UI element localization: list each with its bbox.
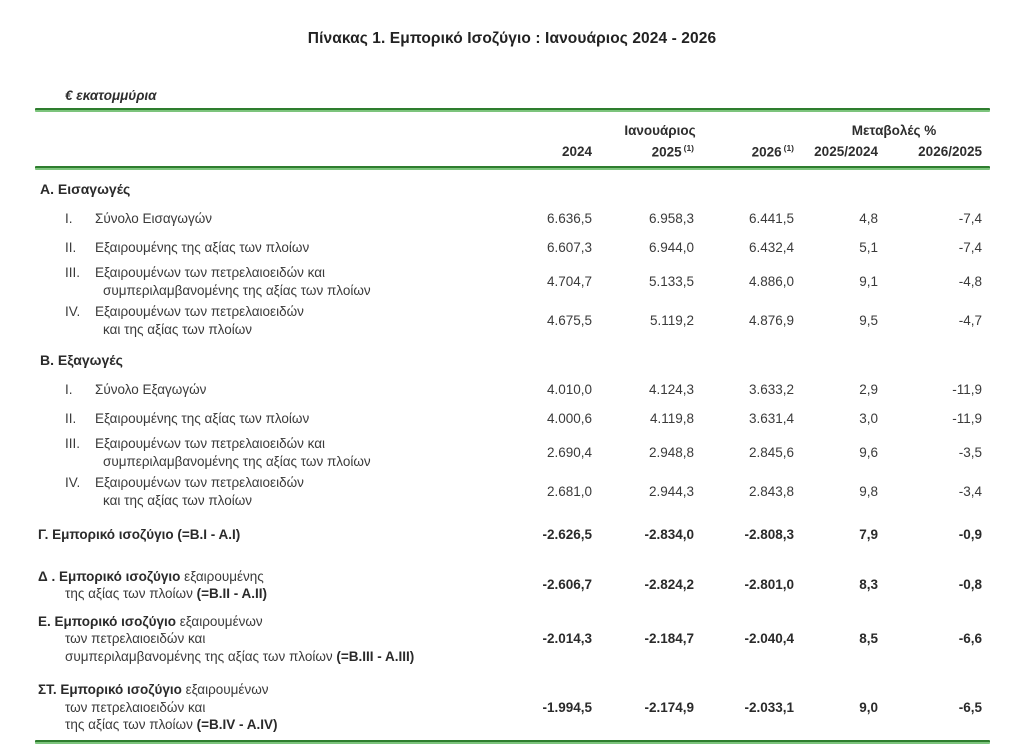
row-label-line <box>35 410 520 428</box>
value-cell: -2.040,4 <box>744 631 794 646</box>
row-label-text: εξαιρουμένων <box>185 682 269 697</box>
row-label-text: (=B.IV - A.IV) <box>196 717 278 732</box>
row-numeral: III. <box>65 265 81 280</box>
value-cell: -4,7 <box>958 312 982 328</box>
value-cell: -0,9 <box>958 527 982 542</box>
row-a-iii <box>35 264 990 299</box>
value-cell: 6.636,5 <box>546 211 592 226</box>
row-label <box>35 351 520 369</box>
row-label-text: και της αξίας των πλοίων <box>103 492 252 508</box>
value-cell: 3.631,4 <box>748 410 794 426</box>
value-cell: 3,0 <box>859 410 878 426</box>
row-label-text: Εξαιρουμένης της αξίας των πλοίων <box>95 239 310 255</box>
row-label <box>35 681 520 734</box>
row-b-i <box>35 381 990 399</box>
row-label-line <box>35 716 520 734</box>
row-label-text: Εξαιρουμένων των πετρελαιοειδών <box>95 475 304 490</box>
value-cell: 4.704,7 <box>546 273 592 289</box>
row-label-line <box>35 264 520 282</box>
year-2025-label: 2025 <box>651 144 682 160</box>
value-cell: -2.174,9 <box>644 699 694 715</box>
row-a-ii <box>35 239 990 257</box>
row-label-text: Γ. Εμπορικό ισοζύγιο (=B.I - A.I) <box>38 527 241 542</box>
row-label-line <box>35 648 520 666</box>
document-page <box>0 30 1024 748</box>
row-label-text: συμπεριλαμβανομένης της αξίας των πλοίων <box>103 453 371 469</box>
value-cell: 6.958,3 <box>648 211 694 226</box>
row-label <box>35 474 520 509</box>
row-label-text: Εξαιρουμένης της αξίας των πλοίων <box>95 410 310 426</box>
row-label-line <box>35 351 520 369</box>
value-cell: -7,4 <box>958 211 982 226</box>
row-label-text: Σύνολο Εισαγωγών <box>95 211 213 226</box>
column-header-2026 <box>700 143 800 160</box>
value-cell: 8,3 <box>859 577 878 593</box>
row-numeral: I. <box>65 211 73 226</box>
value-cell: 4.124,3 <box>648 382 694 397</box>
value-cell: -6,6 <box>958 631 982 646</box>
table-rows <box>35 180 990 740</box>
value-cell: -2.801,0 <box>744 577 794 593</box>
value-cell: 3.633,2 <box>748 382 794 397</box>
value-cell: -2.824,2 <box>644 577 694 593</box>
row-label-line <box>35 180 520 198</box>
row-numeral: IV. <box>65 475 81 490</box>
row-label-line <box>35 239 520 257</box>
value-cell: -3,5 <box>958 444 982 460</box>
value-cell: 4.876,9 <box>748 312 794 328</box>
value-cell: -11,9 <box>952 410 982 426</box>
value-cell: 6.607,3 <box>546 239 592 255</box>
row-b-iv <box>35 474 990 509</box>
value-cell: 7,9 <box>859 527 878 542</box>
value-cell: 4.119,8 <box>649 410 694 426</box>
footnote-marker: (1) <box>783 142 794 153</box>
value-cell: -2.626,5 <box>542 527 592 542</box>
column-header-2025 <box>598 143 700 160</box>
value-cell: 2,9 <box>859 382 878 397</box>
row-label <box>35 410 520 428</box>
row-label-line <box>35 282 520 300</box>
row-label-line <box>35 681 520 699</box>
table-title: Πίνακας 1. Εμπορικό Ισοζύγιο : Ιανουάριος 2024 - 2026 <box>307 30 717 47</box>
bottom-rule <box>35 740 990 744</box>
row-balance-g <box>35 526 990 544</box>
row-label-line <box>35 321 520 339</box>
value-cell: -2.033,1 <box>744 699 794 715</box>
row-label-line <box>35 474 520 492</box>
row-label-line <box>35 303 520 321</box>
value-cell: -2.834,0 <box>644 527 694 542</box>
row-label-text: και της αξίας των πλοίων <box>103 321 252 337</box>
row-label <box>35 381 520 399</box>
row-label <box>35 526 520 544</box>
value-cell: -2.808,3 <box>744 527 794 542</box>
row-label-line <box>35 613 520 631</box>
value-cell: -3,4 <box>958 483 982 499</box>
value-cell: 9,8 <box>859 483 878 499</box>
value-cell: 4.010,0 <box>546 382 592 397</box>
value-cell: 5,1 <box>859 239 878 255</box>
row-numeral: IV. <box>65 304 81 319</box>
row-numeral: I. <box>65 382 73 397</box>
row-label <box>35 435 520 470</box>
value-cell: -1.994,5 <box>542 699 592 715</box>
value-cell: -4,8 <box>958 273 982 289</box>
row-label-text: Α. Εισαγωγές <box>40 181 131 197</box>
row-label-line <box>35 453 520 471</box>
value-cell: 2.944,3 <box>648 483 694 499</box>
value-cell: 2.948,8 <box>648 444 694 460</box>
row-label-line <box>35 435 520 453</box>
row-label-line <box>35 526 520 544</box>
row-label-text: των πετρελαιοειδών και <box>65 699 206 715</box>
value-cell: 2.690,4 <box>546 444 592 460</box>
row-label-text: συμπεριλαμβανομένης της αξίας των πλοίων <box>103 282 371 298</box>
row-section-b <box>35 351 990 369</box>
row-label-line <box>35 492 520 510</box>
trade-balance-table <box>35 88 990 744</box>
row-label <box>35 264 520 299</box>
value-cell: 4.000,6 <box>546 410 592 426</box>
column-header-2026-2025: 2026/2025 <box>918 143 982 159</box>
row-label-text: ΣΤ. Εμπορικό ισοζύγιο <box>38 682 186 697</box>
value-cell: -2.014,3 <box>542 631 592 646</box>
value-cell: 4,8 <box>859 211 878 226</box>
footnote-marker: (1) <box>683 142 694 153</box>
column-header-2024 <box>520 144 598 159</box>
value-cell: 2.845,6 <box>748 444 794 460</box>
row-balance-e <box>35 613 990 666</box>
value-cell: -0,8 <box>958 577 982 593</box>
value-cell: 2.681,0 <box>546 483 592 499</box>
value-cell: 4.675,5 <box>546 312 592 328</box>
row-label <box>35 568 520 603</box>
row-balance-st <box>35 681 990 734</box>
year-2024-label: 2024 <box>561 143 592 159</box>
year-2026-label: 2026 <box>751 144 782 160</box>
row-label-text: της αξίας των πλοίων <box>65 586 197 601</box>
unit-label: € εκατομμύρια <box>65 88 157 103</box>
column-group-changes: Μεταβολές % <box>851 123 937 138</box>
value-cell: -6,5 <box>958 699 982 715</box>
row-label-text: Δ . Εμπορικό ισοζύγιο <box>38 568 185 584</box>
column-group-january: Ιανουάριος <box>624 123 696 138</box>
header-rule <box>35 166 990 170</box>
value-cell: 5.133,5 <box>648 273 694 289</box>
row-b-ii <box>35 410 990 428</box>
row-label-text: συμπεριλαμβανομένης της αξίας των πλοίων <box>65 648 337 664</box>
row-label <box>35 210 520 228</box>
row-label <box>35 239 520 257</box>
row-label-text: Σύνολο Εξαγωγών <box>95 382 207 397</box>
row-label-text: Εξαιρουμένων των πετρελαιοειδών και <box>95 436 326 451</box>
row-label-text: των πετρελαιοειδών και <box>65 631 206 646</box>
value-cell: 5.119,2 <box>649 312 694 328</box>
row-b-iii <box>35 435 990 470</box>
row-label-text: Εξαιρουμένων των πετρελαιοειδών και <box>95 265 326 280</box>
row-label-text: Β. Εξαγωγές <box>40 352 123 368</box>
row-numeral: II. <box>65 239 77 255</box>
row-label <box>35 303 520 338</box>
row-a-iv <box>35 303 990 338</box>
row-label-text: Ε. Εμπορικό ισοζύγιο <box>38 613 180 629</box>
value-cell: 9,6 <box>859 444 878 460</box>
row-numeral: III. <box>65 436 81 451</box>
column-header-2025-2024: 2025/2024 <box>814 143 878 159</box>
value-cell: -7,4 <box>958 239 982 255</box>
value-cell: 9,0 <box>859 699 878 715</box>
row-label-text: της αξίας των πλοίων <box>65 717 197 732</box>
value-cell: 6.441,5 <box>748 211 794 226</box>
row-label-text: (=B.II - A.II) <box>196 586 267 601</box>
row-label-line <box>35 568 520 586</box>
value-cell: 9,1 <box>859 273 878 289</box>
row-label-line <box>35 630 520 648</box>
value-cell: -2.606,7 <box>542 577 592 593</box>
row-label-line <box>35 699 520 717</box>
row-label-line <box>35 210 520 228</box>
row-label-text: Εξαιρουμένων των πετρελαιοειδών <box>95 304 304 319</box>
value-cell: -11,9 <box>952 382 982 397</box>
row-a-i <box>35 210 990 228</box>
value-cell: 9,5 <box>859 312 878 328</box>
value-cell: 4.886,0 <box>748 273 794 289</box>
row-label <box>35 613 520 666</box>
value-cell: 8,5 <box>859 631 878 646</box>
row-label-text: εξαιρουμένων <box>179 613 263 629</box>
row-label-text: (=B.III - A.III) <box>336 648 415 664</box>
row-balance-d <box>35 568 990 603</box>
value-cell: 2.843,8 <box>748 483 794 499</box>
row-label-text: εξαιρουμένης <box>184 568 264 584</box>
row-label <box>35 180 520 198</box>
row-label-line <box>35 381 520 399</box>
value-cell: -2.184,7 <box>644 631 694 646</box>
row-numeral: II. <box>65 410 77 426</box>
value-cell: 6.432,4 <box>748 239 794 255</box>
column-group-header-row <box>35 112 990 138</box>
column-year-header-row <box>35 138 990 166</box>
row-label-line <box>35 585 520 603</box>
row-section-a <box>35 180 990 198</box>
value-cell: 6.944,0 <box>648 239 694 255</box>
